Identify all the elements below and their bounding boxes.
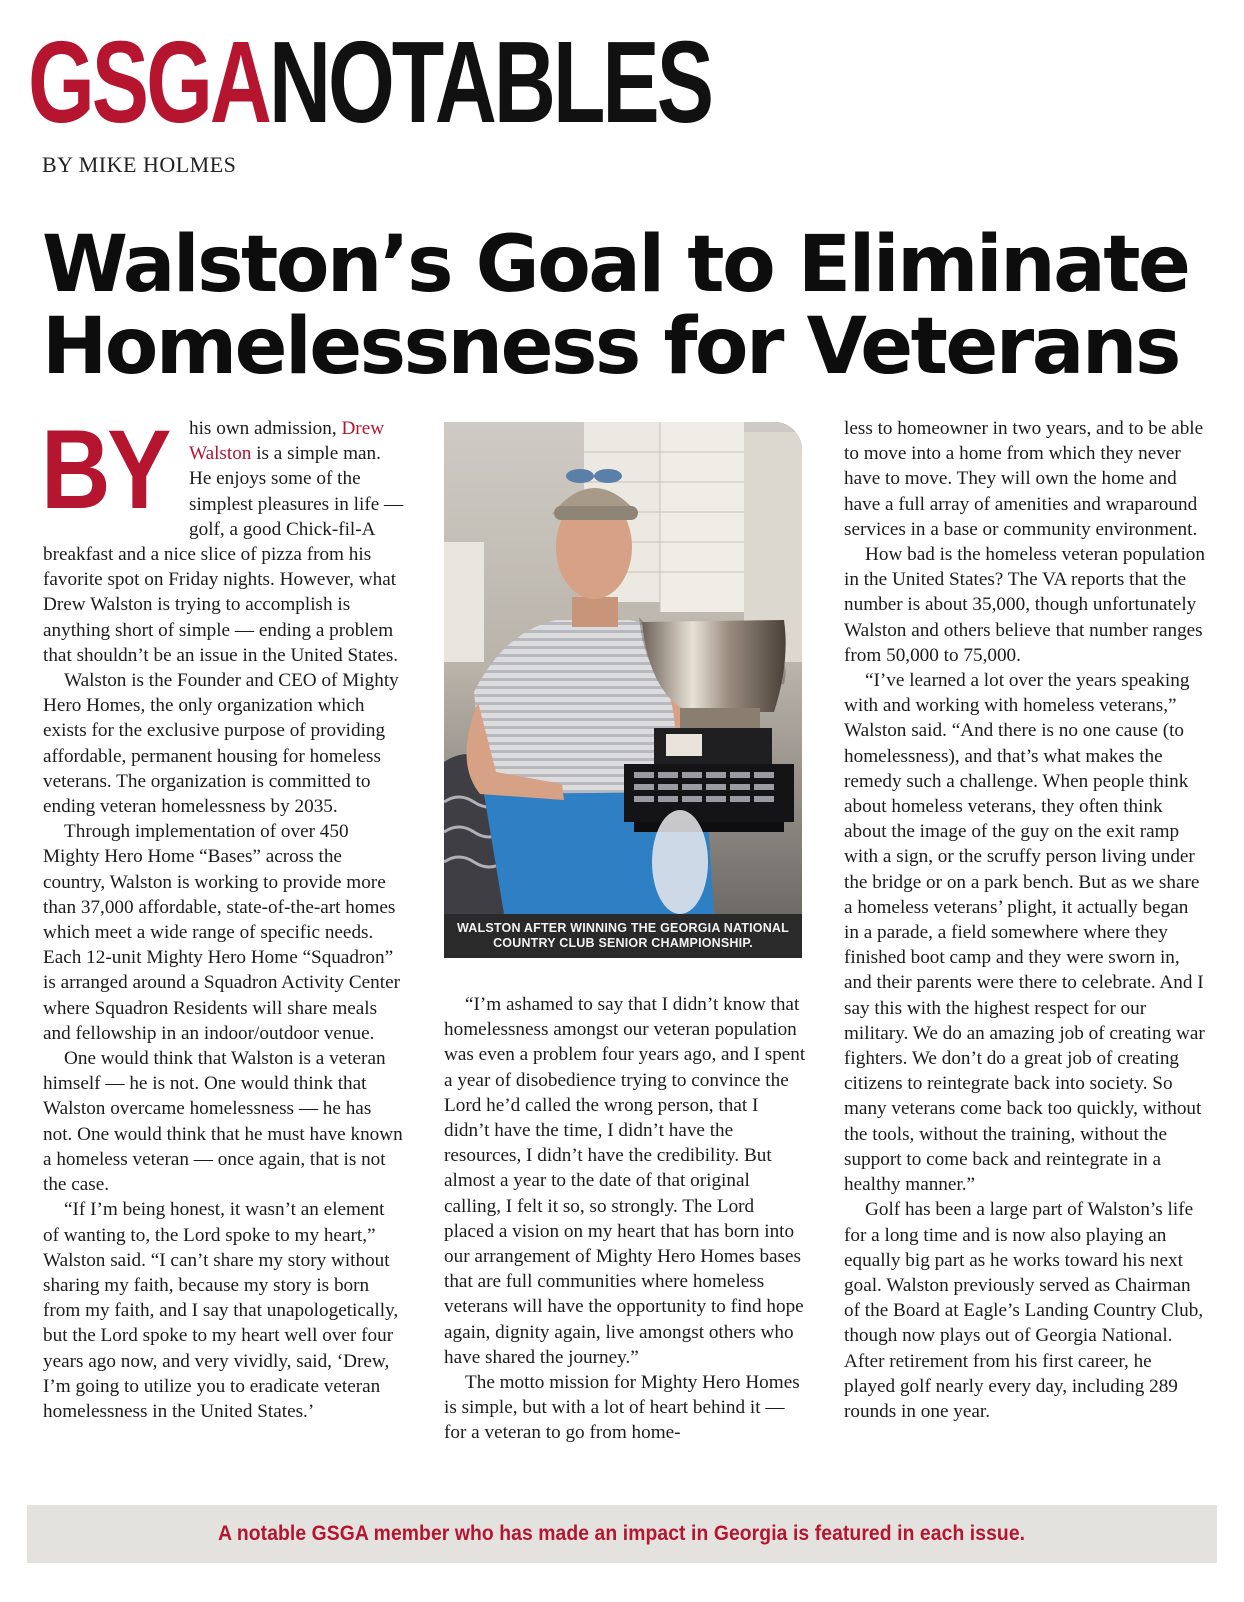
article-headline	[42, 220, 1212, 392]
footer-note: A notable GSGA member who has made an impact in Georgia is featured in each issue.	[218, 1522, 1026, 1545]
photo-illustration	[444, 422, 802, 914]
article-paragraph: Walston is the Founder and CEO of Mighty Hero Homes, the only organization which exists for the exclusive purpose of providing affordable, permanent housing for homeless veterans. The organization is committed to ending veteran homelessness by 2035.	[43, 670, 399, 818]
article-paragraph: Through implementation of over 450 Mighty Hero Home “Bases” across the country, Walston is working to provide more than 37,000 affordable, state-of-the-art homes which meet a wide range of specific needs. Each 12-unit Mighty Hero Home “Squadron” is arranged around a Squadron Activity Center where Squadron Residents will share meals and fellowship in an indoor/outdoor venue.	[43, 821, 401, 1044]
caption-line-2: COUNTRY CLUB SENIOR CHAMPIONSHIP.	[493, 936, 753, 950]
subject-name: Drew Walston	[189, 418, 385, 465]
scoreboard-right	[660, 422, 744, 612]
masthead-title	[28, 17, 712, 147]
photo-caption	[444, 914, 802, 958]
article-paragraph: “I’m ashamed to say that I didn’t know that homelessness amongst our veteran population was even a problem four years ago, and I spent a year of disobedience trying to convince the Lord he’d called the wrong person, that I didn’t have the time, I didn’t have the resources, I didn’t have the credibility. But almost a year to the date of that original calling, I felt it so, so strongly. The Lord placed a vision on my heart that has born into our arrangement of Mighty Hero Homes bases that are full communities where homeless veterans will have the opportunity to find hope again, dignity again, live amongst others who have shared the journey.”	[444, 994, 806, 1368]
drop-cap: BY	[41, 407, 168, 532]
footer-banner	[27, 1505, 1217, 1563]
article-paragraph: “I’ve learned a lot over the years speaking with and working with homeless veterans,” Walston said. “And there is no one cause (to homelessness), and that’s what makes the remedy such a challenge. When people think about homeless veterans, they often think about the image of the guy on the exit ramp with a sign, or the scruffy person living under the bridge or on a park bench. But as we share a homeless veterans’ plight, it actually began in a parade, a field somewhere where they finished boot camp and they were sworn in, and their parents were there to celebrate. And I say this with the highest respect for our military. We do an amazing job of creating war fighters. We don’t do a great job of creating citizens to reintegrate back into society. So many veterans come back too quickly, without the tools, without the training, without the support to come back and reintegrate in a healthy manner.”	[844, 670, 1205, 1196]
article-paragraph: How bad is the homeless veteran population in the United States? The VA reports that the number is about 35,000, though unfortunately Walston and others believe that number ranges from 50,000 to 75,000.	[844, 544, 1205, 666]
article-paragraph: “If I’m being honest, it wasn’t an element of wanting to, the Lord spoke to my heart,” Walston said. “I can’t share my story without sharing my faith, because my story is born from my faith, and I say that unapologetically, but the Lord spoke to my heart well over four years ago now, and very vividly, said, ‘Drew, I’m going to utilize you to eradicate veteran homelessness in the United States.’	[43, 1199, 399, 1422]
masthead-section: NOTABLES	[268, 17, 712, 147]
article-paragraph: One would think that Walston is a veteran himself — he is not. One would think that Walston overcame homelessness — he has not. One would think that he must have known a homeless veteran — once again, that is not the case.	[43, 1048, 403, 1196]
masthead	[28, 17, 928, 147]
article-paragraph: less to homeowner in two years, and to be able to move into a home from which they never have to move. They will own the home and have a full array of amenities and wraparound services in a base or community environment.	[844, 418, 1204, 540]
byline: BY MIKE HOLMES	[42, 152, 237, 177]
masthead-brand: GSGA	[28, 17, 269, 147]
caption-line-1: WALSTON AFTER WINNING THE GEORGIA NATIONAL	[457, 921, 789, 935]
article-column-1	[41, 407, 405, 1424]
article-paragraph	[41, 407, 405, 668]
headline-line-2: Homelessness for Veterans	[42, 302, 1179, 392]
article-paragraph: The motto mission for Mighty Hero Homes is simple, but with a lot of heart behind it — for a veteran to go from home-	[444, 1372, 800, 1444]
article-paragraph: Golf has been a large part of Walston’s life for a long time and is now also playing an equally big part as he works toward his next goal. Walston previously served as Chairman of the Board at Eagle’s Landing Country Club, though now plays out of Georgia National. After retirement from his first career, he played golf nearly every day, including 289 rounds in one year.	[844, 1199, 1204, 1422]
headline-line-1: Walston’s Goal to Eliminate	[42, 220, 1189, 310]
paragraph-rest: is a simple man. He enjoys some of the simplest pleasures in life — golf, a good Chick-fil-A breakfast and a nice slice of pizza from his favorite spot on Friday nights. However, what Drew Walston is trying to accomplish is anything short of simple — ending a problem that shouldn’t be an issue in the United States.	[43, 443, 404, 666]
article-photo	[444, 422, 802, 958]
article-column-2	[444, 992, 806, 1446]
article-column-3	[844, 416, 1206, 1424]
paragraph-lead: his own admission,	[189, 418, 342, 439]
